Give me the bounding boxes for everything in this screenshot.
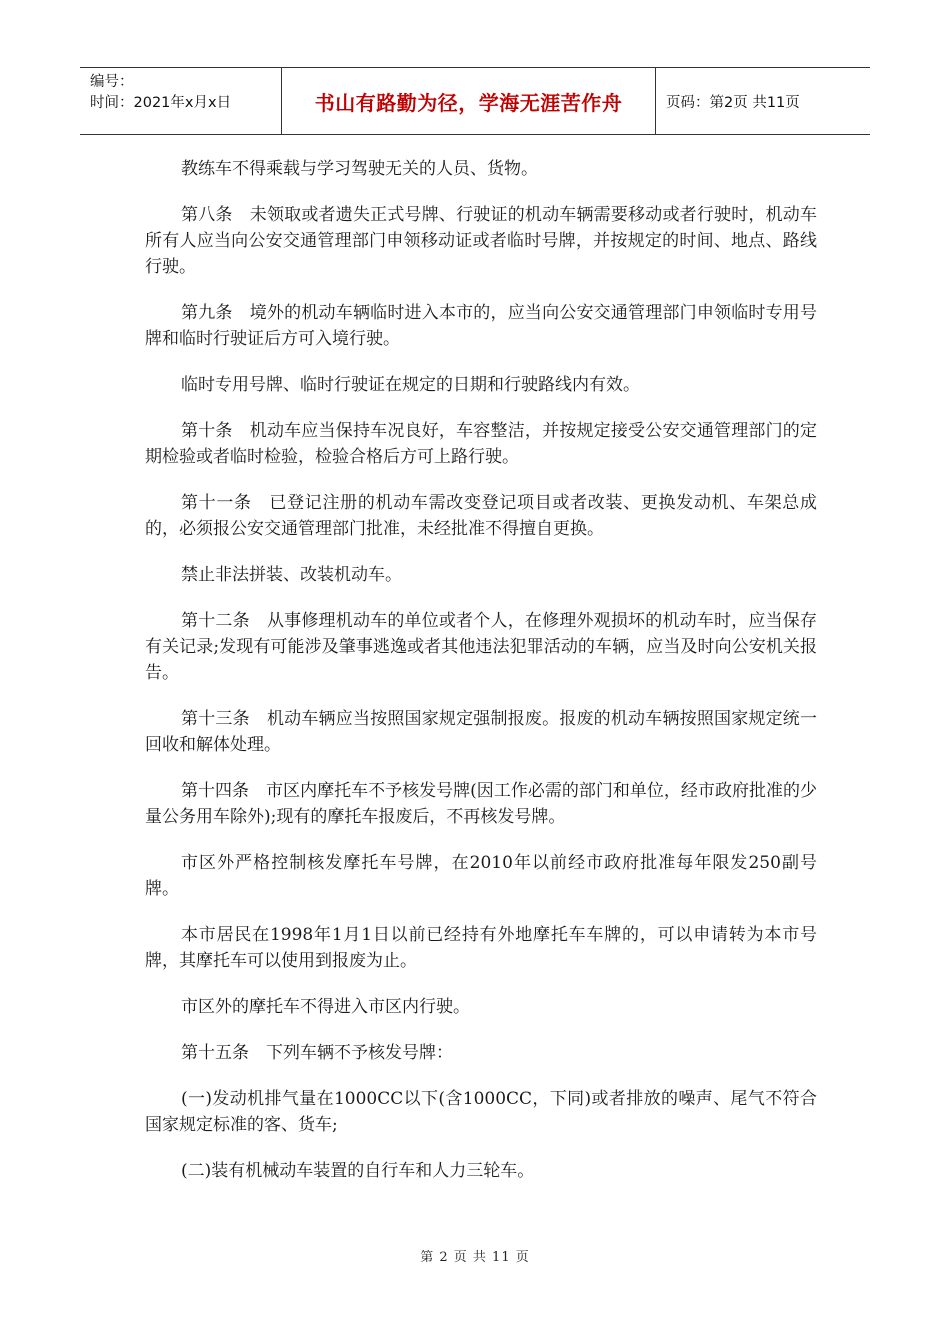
- paragraph: 市区外严格控制核发摩托车号牌，在2010年以前经市政府批准每年限发250副号牌。: [145, 853, 817, 899]
- paragraph: 禁止非法拼装、改装机动车。: [181, 565, 402, 585]
- paragraph: 教练车不得乘载与学习驾驶无关的人员、货物。: [181, 159, 538, 179]
- page-footer: 第 2 页 共 11 页: [420, 1250, 530, 1265]
- paragraph: 第十五条 下列车辆不予核发号牌：: [181, 1043, 453, 1063]
- paragraph: 第十二条 从事修理机动车的单位或者个人，在修理外观损坏的机动车时，应当保存有关记录;发现有可能涉及肇事逃逸或者其他违法犯罪活动的车辆，应当及时向公安机关报告。: [145, 611, 817, 683]
- paragraph: 临时专用号牌、临时行驶证在规定的日期和行驶路线内有效。: [181, 375, 640, 395]
- paragraph: 第十一条 已登记注册的机动车需改变登记项目或者改装、更换发动机、车架总成的，必须报公安交通管理部门批准，未经批准不得擅自更换。: [145, 493, 817, 539]
- document-body: [145, 156, 817, 1204]
- paragraph: (二)装有机械动车装置的自行车和人力三轮车。: [181, 1161, 535, 1181]
- paragraph: 第十条 机动车应当保持车况良好，车容整洁，并按规定接受公安交通管理部门的定期检验或者临时检验，检验合格后方可上路行驶。: [145, 421, 817, 467]
- document-number: 编号：: [90, 74, 134, 90]
- paragraph: 市区外的摩托车不得进入市区内行驶。: [181, 997, 470, 1017]
- header-meta: [80, 68, 282, 134]
- header-motto: 书山有路勤为径，学海无涯苦作舟: [282, 68, 656, 134]
- paragraph: 本市居民在1998年1月1日以前已经持有外地摩托车车牌的，可以申请转为本市号牌，其摩托车可以使用到报废为止。: [145, 925, 817, 971]
- paragraph: 第十三条 机动车辆应当按照国家规定强制报废。报废的机动车辆按照国家规定统一回收和解体处理。: [145, 709, 817, 755]
- paragraph: (一)发动机排气量在1000CC以下(含1000CC，下同)或者排放的噪声、尾气不符合国家规定标准的客、货车;: [145, 1089, 817, 1135]
- header-page-info: 页码：第2页 共11页: [666, 94, 800, 111]
- paragraph: 第八条 未领取或者遗失正式号牌、行驶证的机动车辆需要移动或者行驶时，机动车所有人应当向公安交通管理部门申领移动证或者临时号牌，并按规定的时间、地点、路线行驶。: [145, 205, 817, 277]
- paragraph: 第十四条 市区内摩托车不予核发号牌(因工作必需的部门和单位，经市政府批准的少量公务用车除外);现有的摩托车报废后，不再核发号牌。: [145, 781, 817, 827]
- paragraph: 第九条 境外的机动车辆临时进入本市的，应当向公安交通管理部门申领临时专用号牌和临时行驶证后方可入境行驶。: [145, 303, 817, 349]
- document-time: 时间：2021年x月x日: [90, 95, 232, 111]
- page-header: [80, 67, 870, 135]
